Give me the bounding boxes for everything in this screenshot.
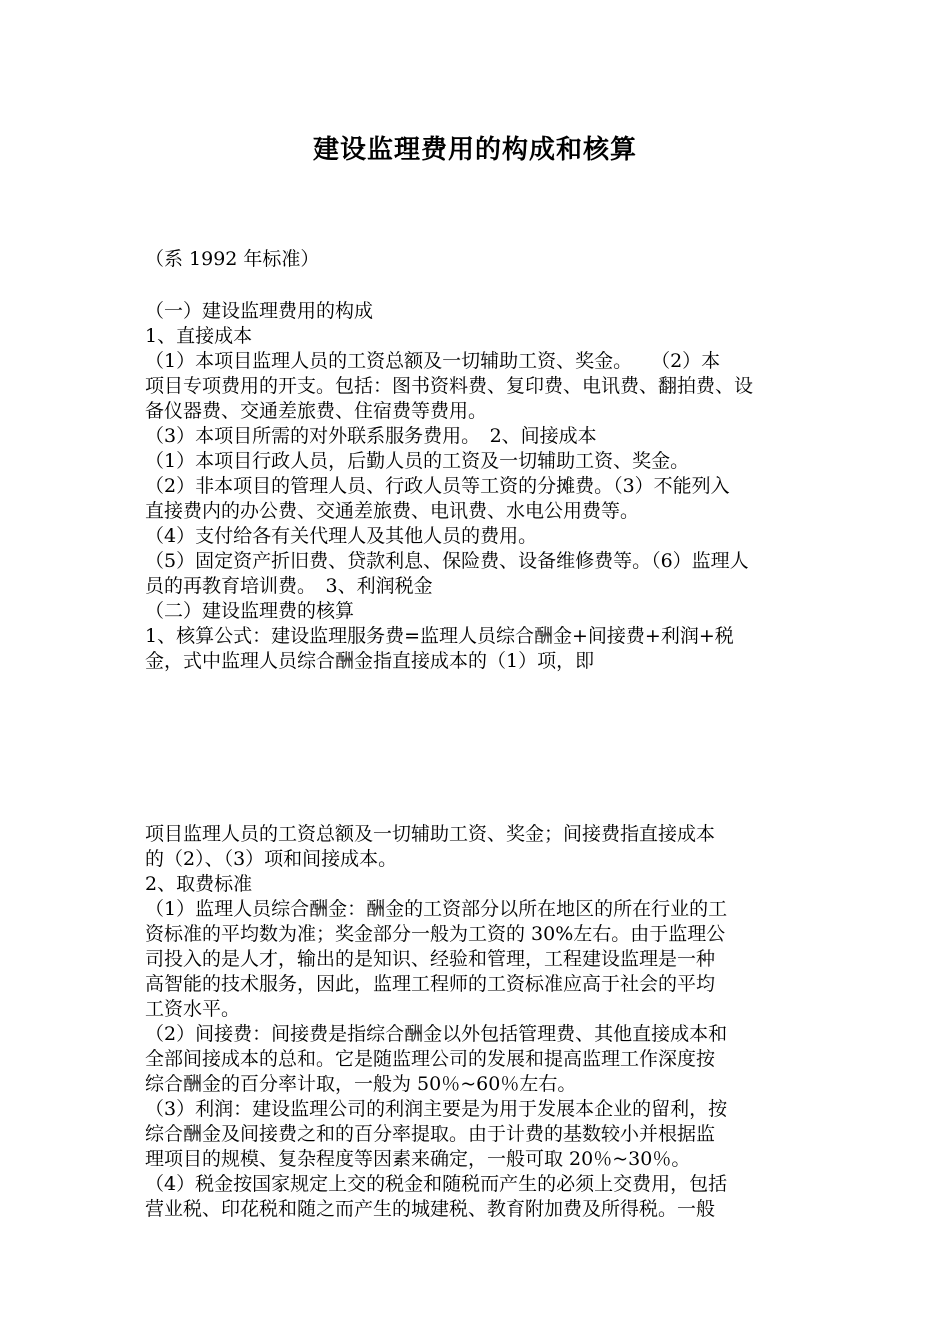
text-line: （2）间接费：间接费是指综合酬金以外包括管理费、其他直接成本和 xyxy=(145,1023,728,1045)
text-line: （3）利润：建设监理公司的利润主要是为用于发展本企业的留利，按 xyxy=(145,1098,728,1120)
text-line: 1、核算公式：建设监理服务费=监理人员综合酬金+间接费+利润+税 xyxy=(145,625,734,647)
text-line: （1）本项目监理人员的工资总额及一切辅助工资、奖金。 （2）本 xyxy=(145,350,721,372)
text-line: 工资水平。 xyxy=(145,998,241,1020)
text-line: （5）固定资产折旧费、贷款利息、保险费、设备维修费等。（6）监理人 xyxy=(145,550,749,572)
text-line: 资标准的平均数为准；奖金部分一般为工资的 30%左右。由于监理公 xyxy=(145,923,726,945)
text-line: 备仪器费、交通差旅费、住宿费等费用。 xyxy=(145,400,488,422)
document-title: 建设监理费用的构成和核算 xyxy=(312,135,637,165)
text-line: （2）非本项目的管理人员、行政人员等工资的分摊费。（3）不能列入 xyxy=(145,475,730,497)
text-line: （4）支付给各有关代理人及其他人员的费用。 xyxy=(145,525,538,547)
text-line: （一）建设监理费用的构成 xyxy=(145,300,374,322)
text-line: 直接费内的办公费、交通差旅费、电讯费、水电公用费等。 xyxy=(145,500,640,522)
text-line: 2、取费标准 xyxy=(145,873,253,895)
text-line: 司投入的是人才，输出的是知识、经验和管理，工程建设监理是一种 xyxy=(145,948,716,970)
text-line: （1）监理人员综合酬金：酬金的工资部分以所在地区的所在行业的工 xyxy=(145,898,728,920)
text-line: 金，式中监理人员综合酬金指直接成本的（1）项，即 xyxy=(145,650,595,672)
text-line: （1）本项目行政人员，后勤人员的工资及一切辅助工资、奖金。 xyxy=(145,450,690,472)
text-line: 1、直接成本 xyxy=(145,325,253,347)
text-line: （3）本项目所需的对外联系服务费用。 2、间接成本 xyxy=(145,425,597,447)
text-line: 营业税、印花税和随之而产生的城建税、教育附加费及所得税。一般 xyxy=(145,1198,716,1220)
text-line: 综合酬金及间接费之和的百分率提取。由于计费的基数较小并根据监 xyxy=(145,1123,716,1145)
text-line: 理项目的规模、复杂程度等因素来确定，一般可取 20％~30％。 xyxy=(145,1148,691,1170)
text-line: 全部间接成本的总和。它是随监理公司的发展和提高监理工作深度按 xyxy=(145,1048,716,1070)
text-line: （4）税金按国家规定上交的税金和随税而产生的必须上交费用，包括 xyxy=(145,1173,728,1195)
text-line: 的（2）、（3）项和间接成本。 xyxy=(145,848,398,870)
text-line: （系 1992 年标准） xyxy=(145,248,320,270)
text-line: 高智能的技术服务，因此，监理工程师的工资标准应高于社会的平均 xyxy=(145,973,716,995)
text-line: 综合酬金的百分率计取，一般为 50％~60％左右。 xyxy=(145,1073,577,1095)
text-line: 项目监理人员的工资总额及一切辅助工资、奖金；间接费指直接成本 xyxy=(145,823,716,845)
text-line: （二）建设监理费的核算 xyxy=(145,600,355,622)
text-line: 项目专项费用的开支。包括：图书资料费、复印费、电讯费、翻拍费、设 xyxy=(145,375,754,397)
text-line: 员的再教育培训费。 3、利润税金 xyxy=(145,575,433,597)
